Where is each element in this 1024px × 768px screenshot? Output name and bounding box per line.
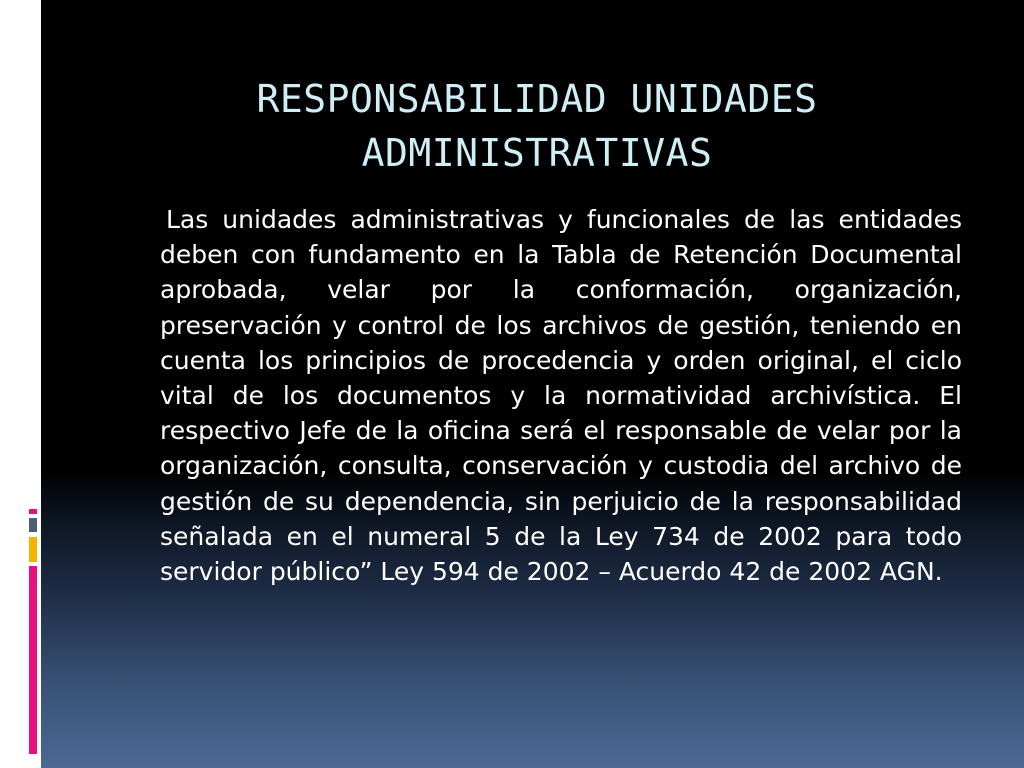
slide-title: RESPONSABILIDAD UNIDADES ADMINISTRATIVAS (256, 77, 818, 175)
slide-body-text: Las unidades administrativas y funcionales de las entidades deben con fundamento en la Tabla de Retención Documental aprobada, velar por la conformación, organización, preservación y control de los archivos de gestión, teniendo en cuenta los principios de procedencia y orden original, el ciclo vital de los documentos y la normatividad archivística. El respectivo Jefe de la oficina será el responsable de velar por la organización, consulta, conservación y custodia del archivo de gestión de su dependencia, sin perjuicio de la responsabilidad señalada en el numeral 5 de la Ley 734 de 2002 para todo servidor público” Ley 594 de 2002 – Acuerdo 42 de 2002 AGN. (160, 205, 962, 587)
accent-bar-gray (29, 518, 37, 532)
accent-bar-pink-long (29, 566, 37, 754)
accent-bar-pink-top (29, 509, 37, 514)
accent-bar-yellow (29, 537, 37, 562)
